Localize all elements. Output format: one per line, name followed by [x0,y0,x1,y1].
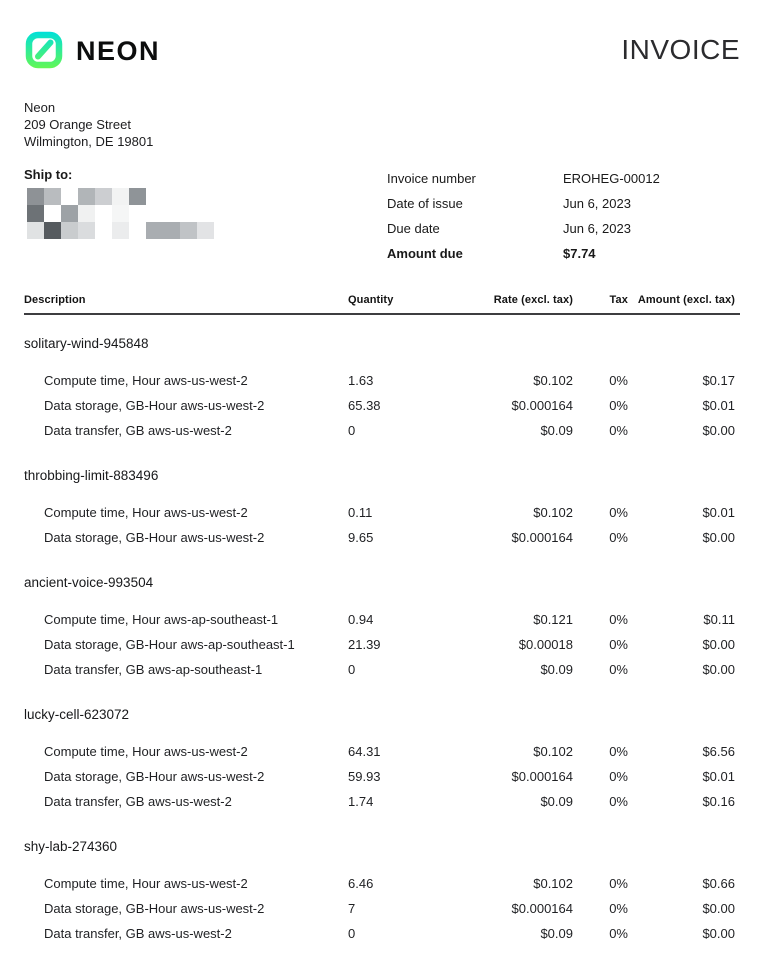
redaction-pixel [129,205,146,222]
cell-amount: $0.00 [702,530,735,545]
redacted-address [27,188,387,239]
amount-due-value: $7.74 [563,246,596,261]
cell-quantity: 6.46 [348,876,374,891]
cell-rate: $0.000164 [511,769,573,784]
brand [24,30,160,70]
invoice-group [24,463,740,550]
cell-description: Data transfer, GB aws-ap-southeast-1 [44,662,263,677]
redaction-pixel [95,222,112,239]
group-title: ancient-voice-993504 [24,575,154,590]
cell-tax: 0% [609,505,628,520]
redaction-pixel [112,205,129,222]
cell-tax: 0% [609,398,628,413]
cell-quantity: 0 [348,662,356,677]
meta-label: Due date [387,221,440,236]
table-header-row [24,294,740,315]
group-title: shy-lab-274360 [24,839,118,854]
table-row [24,871,740,896]
invoice-number-value: EROHEG-00012 [563,171,660,186]
cell-tax: 0% [609,769,628,784]
cell-quantity: 1.74 [348,794,374,809]
cell-amount: $0.01 [702,769,735,784]
cell-tax: 0% [609,794,628,809]
seller-name: Neon [24,100,56,115]
meta-label: Date of issue [387,196,463,211]
due-date-value: Jun 6, 2023 [563,221,631,236]
neon-logo-icon [24,30,64,70]
cell-rate: $0.09 [540,794,573,809]
cell-amount: $0.17 [702,373,735,388]
table-row [24,657,740,682]
cell-description: Data storage, GB-Hour aws-us-west-2 [44,769,265,784]
cell-quantity: 0.94 [348,612,374,627]
table-row [24,607,740,632]
table-row [24,789,740,814]
ship-to-label: Ship to: [24,167,73,182]
redaction-pixel [78,188,95,205]
cell-tax: 0% [609,637,628,652]
redaction-pixel [163,222,180,239]
cell-description: Data storage, GB-Hour aws-us-west-2 [44,398,265,413]
cell-quantity: 1.63 [348,373,374,388]
cell-tax: 0% [609,876,628,891]
cell-rate: $0.000164 [511,398,573,413]
cell-description: Data transfer, GB aws-us-west-2 [44,423,232,438]
cell-amount: $0.66 [702,876,735,891]
group-items [24,368,740,443]
cell-quantity: 0.11 [348,505,373,520]
invoice-groups [24,331,740,946]
redaction-pixel [95,188,112,205]
redaction-pixel [44,222,61,239]
header-quantity: Quantity [348,294,394,306]
redaction-pixel [61,188,78,205]
redaction-pixel [112,222,129,239]
group-items [24,871,740,946]
cell-tax: 0% [609,530,628,545]
group-title: lucky-cell-623072 [24,707,130,722]
cell-rate: $0.102 [533,876,573,891]
cell-description: Data transfer, GB aws-us-west-2 [44,926,232,941]
meta-row-invoice-number [387,166,740,191]
redaction-pixel [112,188,129,205]
brand-wordmark: NEON [76,35,161,66]
cell-amount: $0.16 [702,794,735,809]
cell-rate: $0.00018 [518,637,573,652]
cell-quantity: 59.93 [348,769,381,784]
table-row [24,418,740,443]
cell-rate: $0.102 [533,744,573,759]
cell-rate: $0.000164 [511,530,573,545]
cell-rate: $0.09 [540,662,573,677]
redaction-pixel [129,222,146,239]
table-row [24,764,740,789]
redaction-pixel [78,222,95,239]
redaction-pixel [27,222,44,239]
cell-description: Compute time, Hour aws-ap-southeast-1 [44,612,279,627]
cell-description: Data transfer, GB aws-us-west-2 [44,794,232,809]
table-row [24,896,740,921]
invoice-group [24,702,740,814]
redaction-pixel [163,205,180,222]
cell-rate: $0.102 [533,505,573,520]
redaction-pixel [78,205,95,222]
cell-tax: 0% [609,926,628,941]
cell-rate: $0.121 [533,612,573,627]
table-row [24,632,740,657]
redaction-pixel [146,205,163,222]
document-title: INVOICE [621,34,740,65]
cell-quantity: 9.65 [348,530,374,545]
seller-street: 209 Orange Street [24,117,131,132]
meta-label: Invoice number [387,171,476,186]
group-items [24,739,740,814]
redaction-pixel [129,188,146,205]
header-tax: Tax [609,294,628,306]
meta-row-date-of-issue [387,191,740,216]
redaction-pixel [180,205,197,222]
invoice-group [24,570,740,682]
cell-description: Data storage, GB-Hour aws-us-west-2 [44,530,265,545]
cell-tax: 0% [609,373,628,388]
line-items-table [24,294,740,946]
table-row [24,921,740,946]
group-items [24,607,740,682]
meta-label: Amount due [387,246,463,261]
redaction-pixel [197,188,214,205]
date-of-issue-value: Jun 6, 2023 [563,196,631,211]
invoice-group [24,331,740,443]
cell-rate: $0.09 [540,926,573,941]
cell-rate: $0.102 [533,373,573,388]
meta-row-amount-due [387,241,740,266]
cell-amount: $0.00 [702,901,735,916]
redaction-pixel [61,205,78,222]
cell-tax: 0% [609,612,628,627]
cell-tax: 0% [609,423,628,438]
cell-amount: $0.01 [702,505,735,520]
page-header [24,30,740,70]
header-rate: Rate (excl. tax) [493,294,573,306]
seller-city: Wilmington, DE 19801 [24,134,154,149]
redaction-pixel [61,222,78,239]
redaction-pixel [180,188,197,205]
redaction-pixel [180,222,197,239]
cell-quantity: 65.38 [348,398,381,413]
header-description: Description [24,294,86,306]
cell-description: Data storage, GB-Hour aws-us-west-2 [44,901,265,916]
cell-quantity: 21.39 [348,637,381,652]
cell-amount: $0.00 [702,423,735,438]
cell-description: Data storage, GB-Hour aws-ap-southeast-1 [44,637,295,652]
cell-tax: 0% [609,901,628,916]
table-row [24,368,740,393]
table-row [24,739,740,764]
cell-amount: $0.01 [702,398,735,413]
cell-amount: $0.00 [702,637,735,652]
cell-description: Compute time, Hour aws-us-west-2 [44,373,248,388]
cell-tax: 0% [609,662,628,677]
redaction-pixel [163,188,180,205]
cell-quantity: 0 [348,926,356,941]
table-row [24,525,740,550]
invoice-group [24,834,740,946]
redaction-pixel [146,222,163,239]
redaction-pixel [44,205,61,222]
table-row [24,500,740,525]
redaction-pixel [27,188,44,205]
info-row [24,166,740,266]
cell-rate: $0.09 [540,423,573,438]
redaction-pixel [197,205,214,222]
redaction-pixel [27,205,44,222]
redaction-pixel [197,222,214,239]
ship-to-section [24,166,387,239]
group-title: throbbing-limit-883496 [24,468,159,483]
cell-amount: $0.00 [702,926,735,941]
cell-amount: $6.56 [702,744,735,759]
invoice-meta [387,166,740,266]
cell-quantity: 7 [348,901,356,916]
cell-description: Compute time, Hour aws-us-west-2 [44,876,248,891]
cell-description: Compute time, Hour aws-us-west-2 [44,505,248,520]
cell-quantity: 64.31 [348,744,381,759]
meta-row-due-date [387,216,740,241]
cell-amount: $0.00 [702,662,735,677]
group-title: solitary-wind-945848 [24,336,149,351]
cell-tax: 0% [609,744,628,759]
cell-quantity: 0 [348,423,356,438]
seller-address [24,99,740,150]
group-items [24,500,740,550]
redaction-pixel [146,188,163,205]
redaction-pixel [95,205,112,222]
cell-description: Compute time, Hour aws-us-west-2 [44,744,248,759]
redaction-pixel [44,188,61,205]
cell-amount: $0.11 [703,612,735,627]
table-row [24,393,740,418]
header-amount: Amount (excl. tax) [637,294,735,306]
cell-rate: $0.000164 [511,901,573,916]
